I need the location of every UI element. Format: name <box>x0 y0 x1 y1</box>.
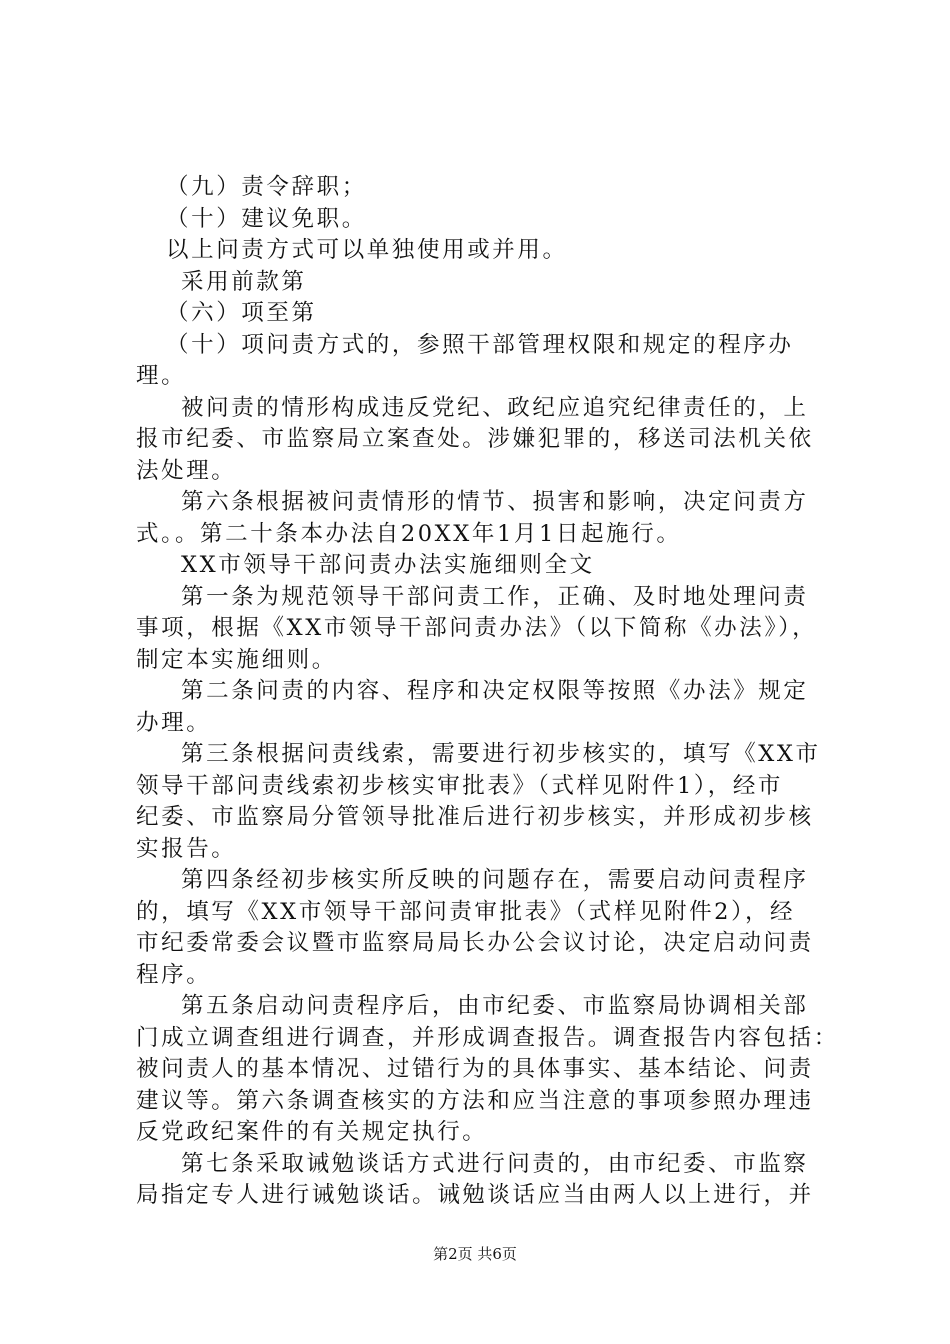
text-line: 第二条问责的内容、程序和决定权限等按照《办法》规定 <box>181 678 809 704</box>
text-line: 第五条启动问责程序后，由市纪委、市监察局协调相关部 <box>181 993 809 1019</box>
text-line: 局指定专人进行诫勉谈话。诫勉谈话应当由两人以上进行，并 <box>136 1182 814 1208</box>
text-line: 被问责的情形构成违反党纪、政纪应追究纪律责任的，上 <box>181 394 809 421</box>
text-line: 领导干部问责线索初步核实审批表》（式样见附件1），经市 <box>136 772 784 799</box>
text-line: （六）项至第 <box>166 300 317 326</box>
text-line: 式。。第二十条本办法自20XX年1月1日起施行。 <box>136 520 682 547</box>
text-line: 办理。 <box>136 709 212 736</box>
text-line: 制定本实施细则。 <box>136 646 337 673</box>
text-line: 第四条经初步核实所反映的问题存在，需要启动问责程序 <box>181 867 809 893</box>
text-line: 采用前款第 <box>181 268 307 295</box>
text-line: （十）项问责方式的，参照干部管理权限和规定的程序办 <box>166 331 794 358</box>
text-line: （十）建议免职。 <box>166 205 367 232</box>
text-line: 纪委、市监察局分管领导批准后进行初步核实，并形成初步核 <box>136 804 814 830</box>
text-line: 法处理。 <box>136 457 237 484</box>
text-line: 第六条根据被问责情形的情节、损害和影响，决定问责方 <box>181 489 809 515</box>
text-line: 建议等。第六条调查核实的方法和应当注意的事项参照办理违 <box>136 1087 814 1114</box>
text-line: 第三条根据问责线索，需要进行初步核实的，填写《XX市 <box>181 741 821 767</box>
text-line: 门成立调查组进行调查，并形成调查报告。调查报告内容包括： <box>136 1024 839 1051</box>
page-number-footer: 第2页 共6页 <box>433 1245 517 1263</box>
text-line: 事项，根据《XX市领导干部问责办法》（以下简称《办法》）， <box>136 615 818 641</box>
text-line: 程序。 <box>136 961 212 988</box>
text-line: 第一条为规范领导干部问责工作，正确、及时地处理问责 <box>181 583 809 610</box>
text-line: （九）责令辞职； <box>166 174 367 200</box>
text-line: 理。 <box>136 363 187 389</box>
text-line: 报市纪委、市监察局立案查处。涉嫌犯罪的，移送司法机关依 <box>136 426 814 452</box>
text-line: 被问责人的基本情况、过错行为的具体事实、基本结论、问责 <box>136 1056 814 1082</box>
text-line: 以上问责方式可以单独使用或并用。 <box>166 237 568 263</box>
text-line: 反党政纪案件的有关规定执行。 <box>136 1119 488 1145</box>
text-line: XX市领导干部问责办法实施细则全文 <box>181 552 595 578</box>
document-body <box>136 172 839 1212</box>
text-line: 的，填写《XX市领导干部问责审批表》（式样见附件2），经 <box>136 898 796 925</box>
text-line: 第七条采取诫勉谈话方式进行问责的，由市纪委、市监察 <box>181 1150 809 1177</box>
text-line: 实报告。 <box>136 835 237 862</box>
text-line: 市纪委常委会议暨市监察局局长办公会议讨论，决定启动问责 <box>136 930 814 956</box>
